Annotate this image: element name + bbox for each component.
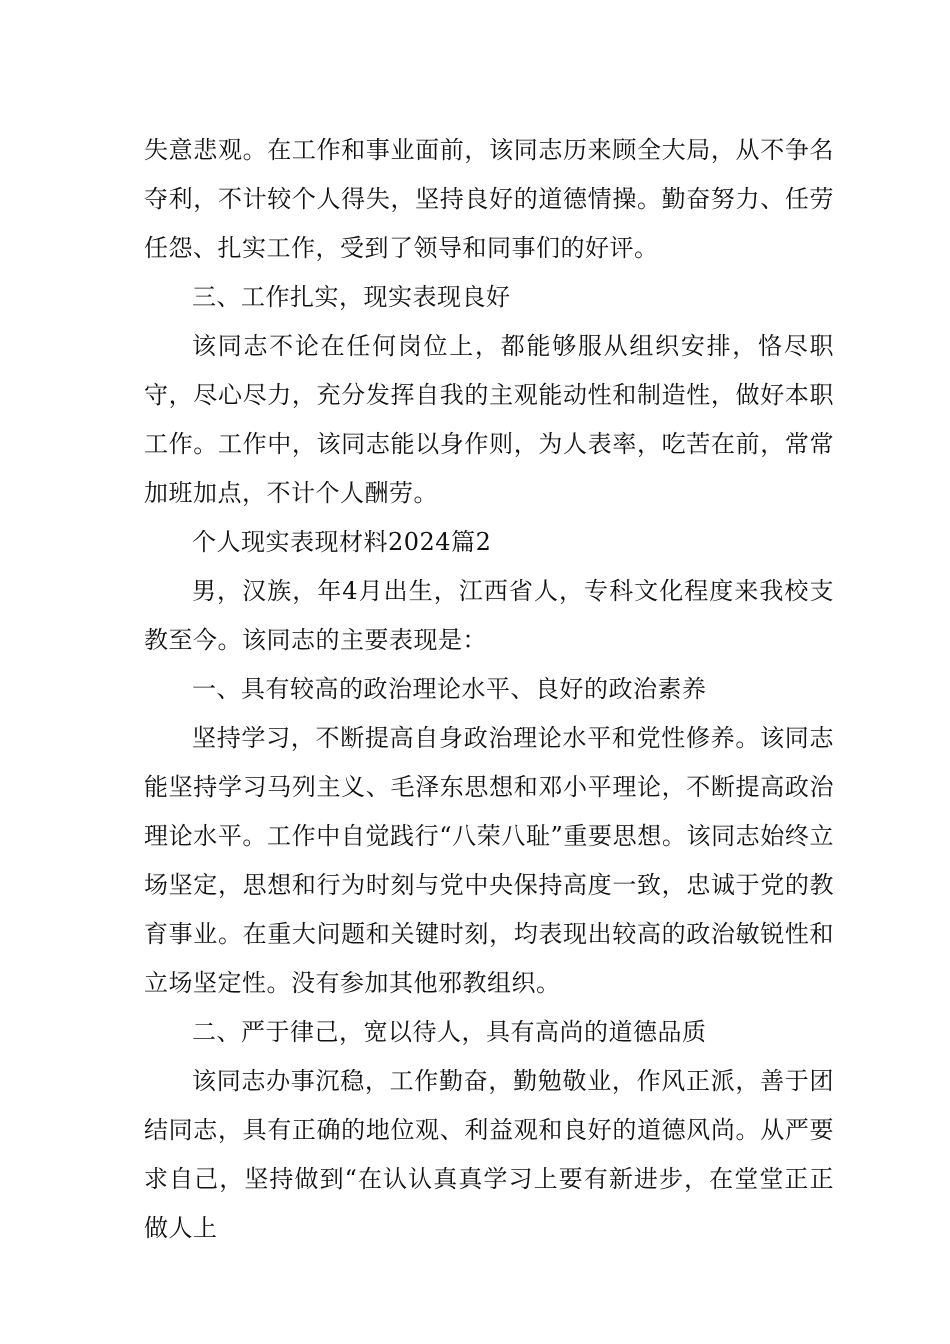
paragraph-moral-quality: 该同志办事沉稳，工作勤奋，勤勉敬业，作风正派，善于团结同志，具有正确的地位观、利益观和良好的道德风尚。从严要求自己，坚持做到“在认认真真学习上要有新进步，在堂堂正正做人上	[144, 1067, 834, 1242]
paragraph-work-performance: 该同志不论在任何岗位上，都能够服从组织安排，恪尽职守，尽心尽力，充分发挥自我的主观能动性和制造性，做好本职工作。工作中，该同志能以身作则，为人表率，吃苦在前，常常加班加点，不计个人酬劳。	[144, 332, 834, 507]
section-heading-3: 三、工作扎实，现实表现良好	[192, 283, 511, 311]
paragraph-personal-info: 男，汉族，年4月出生，江西省人，专科文化程度来我校支教至今。该同志的主要表现是：	[144, 577, 834, 654]
section-heading-2: 二、严于律己，宽以待人，具有高尚的道德品质	[192, 1018, 707, 1046]
document-body	[144, 126, 834, 1253]
section-heading-1: 一、具有较高的政治理论水平、良好的政治素养	[192, 675, 707, 703]
document-section-title: 个人现实表现材料2024篇2	[192, 528, 492, 556]
paragraph-political-study: 坚持学习，不断提高自身政治理论水平和党性修养。该同志能坚持学习马列主义、毛泽东思想和邓小平理论，不断提高政治理论水平。工作中自觉践行“八荣八耻”重要思想。该同志始终立场坚定，思想和行为时刻与党中央保持高度一致，忠诚于党的教育事业。在重大问题和关键时刻，均表现出较高的政治敏锐性和立场坚定性。没有参加其他邪教组织。	[144, 724, 834, 997]
paragraph-continuation: 失意悲观。在工作和事业面前，该同志历来顾全大局，从不争名夺利，不计较个人得失，坚持良好的道德情操。勤奋努力、任劳任怨、扎实工作，受到了领导和同事们的好评。	[144, 136, 834, 262]
